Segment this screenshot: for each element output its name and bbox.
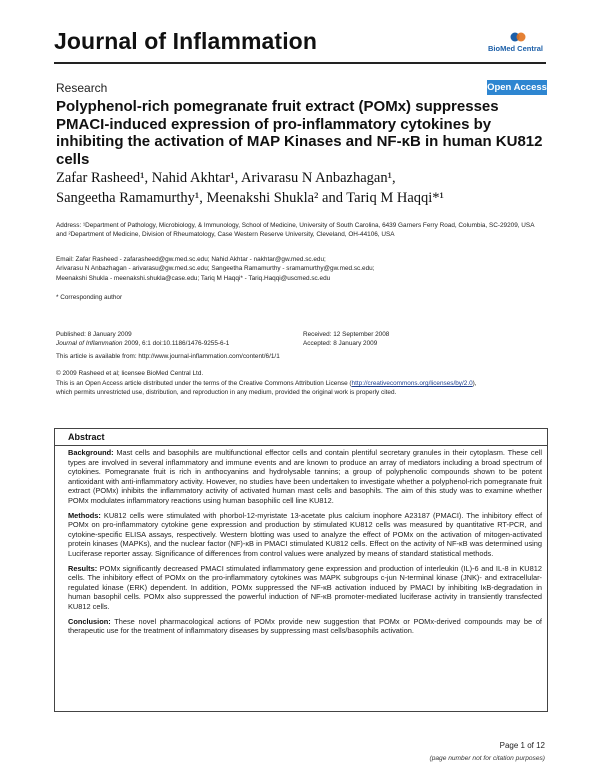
review-dates [303, 330, 543, 349]
author-list [56, 168, 548, 208]
article-title: Polyphenol-rich pomegranate fruit extract (POMx) suppresses PMACI-induced expression of pro-inflammatory cytokines by inhibiting the activation of MAP Kinases and NF-κB in human KU812 cells [56, 98, 543, 168]
biomed-central-logo [488, 30, 550, 56]
abstract-box [54, 428, 548, 712]
page-number: Page 1 of 12 [499, 741, 545, 750]
abstract-results [68, 564, 542, 612]
header-divider [54, 62, 546, 64]
license-text-2: which permits unrestricted use, distribution, and reproduction in any medium, provided the original work is properly cited. [56, 389, 397, 397]
license-text-close: ), [472, 380, 477, 387]
authors-line-2: Sangeetha Ramamurthy¹, Meenakshi Shukla² and Tariq M Haqqi*¹ [56, 190, 444, 206]
article-url[interactable]: This article is available from: http://www.journal-inflammation.com/content/6/1/1 [56, 353, 280, 360]
email-line: Meenakshi Shukla - meenakshi.shukla@case.edu; Tariq M Haqqi* - Tariq.Haqqi@uscmed.sc.edu [56, 274, 331, 282]
authors-line-1: Zafar Rasheed¹, Nahid Akhtar¹, Arivarasu N Anbazhagan¹, [56, 170, 396, 186]
email-line: Arivarasu N Anbazhagan - arivarasu@gw.med.sc.edu; Sangeetha Ramamurthy - sramamurthy@gw.med.sc.edu; [56, 265, 375, 273]
abstract-heading: Abstract [55, 429, 547, 446]
author-emails [56, 255, 546, 283]
affiliation-address: Address: ¹Department of Pathology, Microbiology, & Immunology, School of Medicine, University of South Carolina, 6439 Garners Ferry Road, Columbia, SC-29209, USA and ²Department of Medicine, Division of Rheumatology, Case Western Reserve University, Cleveland, OH-44106, USA [56, 222, 535, 239]
citation-journal: Journal of Inflammation [56, 340, 123, 348]
results-text: POMx significantly decreased PMACI stimulated inflammatory gene expression and production of interleukin (IL)-6 and IL-8 in KU812 cells. The inhibitory effect of POMx on the pro-inflammatory cytokines was MAPK subgroups c-jun N-terminal kinase (JNK)- and extracellular-regulated kinase (ERK) dependent. In addition, POMx suppressed the NF-κB activation induced by PMACI by inhibiting IκB-degradation in human basophil cells. POMx also suppressed the powerful induction of NF-κB promoter-mediated luciferase activity in transiently transfected KU812 cells. [68, 563, 542, 611]
license-notice [56, 379, 546, 398]
abstract-methods [68, 511, 542, 559]
methods-text: KU812 cells were stimulated with phorbol-12-myristate 13-acetate plus calcium inophore A23187 (PMACI). The inhibitory effect of POMx on pro-inflammatory cytokine gene expression and production by stimulated KU812 cells was measured by quantitative RT-PCR, and cytokine-specific ELISA assays, respectively. Western blotting was used to analyze the effect of POMx on the activation of mitogen-activated protein kinases (MAPKs), and the nuclear factor (NF)-κB in PMACI stimulated KU812 cells. Effect on the activity of NF-κB was determined using Luciferase reporter assay. Significance of differences from control values were analyzed by means of standard statistical methods. [68, 510, 542, 558]
abstract-background [68, 448, 542, 506]
journal-title: Journal of Inflammation [54, 28, 317, 54]
results-label: Results: [68, 563, 98, 573]
abstract-conclusion [68, 617, 542, 636]
published-date: Published: 8 January 2009 [56, 331, 132, 338]
copyright-notice: © 2009 Rasheed et al; licensee BioMed Central Ltd. [56, 370, 204, 377]
page-number-note: (page number not for citation purposes) [429, 755, 545, 762]
citation [56, 339, 296, 348]
license-text: This is an Open Access article distributed under the terms of the Creative Commons Attribution License ( [56, 380, 352, 387]
accepted-date: Accepted: 8 January 2009 [303, 340, 378, 348]
conclusion-label: Conclusion: [68, 616, 111, 626]
background-label: Background: [68, 448, 114, 457]
open-access-badge: Open Access [487, 82, 547, 93]
abstract-body [55, 446, 547, 636]
received-date: Received: 12 September 2008 [303, 331, 390, 338]
conclusion-text: These novel pharmacological actions of POMx provide new suggestion that POMx or POMx-derived compounds may be of therapeutic use for the treatment of inflammatory diseases by suppressing mast cells/basophils activation. [68, 616, 542, 636]
section-label: Research [56, 81, 108, 95]
citation-doi: 2009, 6:1 doi:10.1186/1476-9255-6-1 [122, 340, 230, 348]
publication-info [56, 330, 296, 349]
email-line: Email: Zafar Rasheed - zafarasheed@gw.med.sc.edu; Nahid Akhtar - nakhtar@gw.med.sc.edu; [56, 256, 326, 263]
biomed-central-logo-icon [510, 30, 526, 44]
methods-label: Methods: [68, 510, 101, 520]
corresponding-author-note: * Corresponding author [56, 294, 123, 301]
background-text: Mast cells and basophils are multifunctional effector cells and contain plentiful secretary granules in their cytoplasm. These cell types are involved in several inflammatory and immune events and are known to produce an array of mediators including a broad spectrum of cytokines. Pomegranate fruit is rich in anthocyanins and hydrolysable tannins; a group of polyphenolic compounds shown to be potent antioxidant with anti-inflammatory activity. However, no studies have been undertaken to investigate whether a polyphenol-rich pomegranate fruit extract (POMx) inhibits the inflammatory activity of activated human mast cells and basophils. The aim of this study was to examine whether POMx modulates inflammatory reactions using human basophilic cell line KU812. [68, 448, 542, 505]
biomed-central-logo-text: BioMed Central [488, 44, 544, 53]
license-link[interactable]: http://creativecommons.org/licenses/by/2.0 [351, 380, 473, 387]
